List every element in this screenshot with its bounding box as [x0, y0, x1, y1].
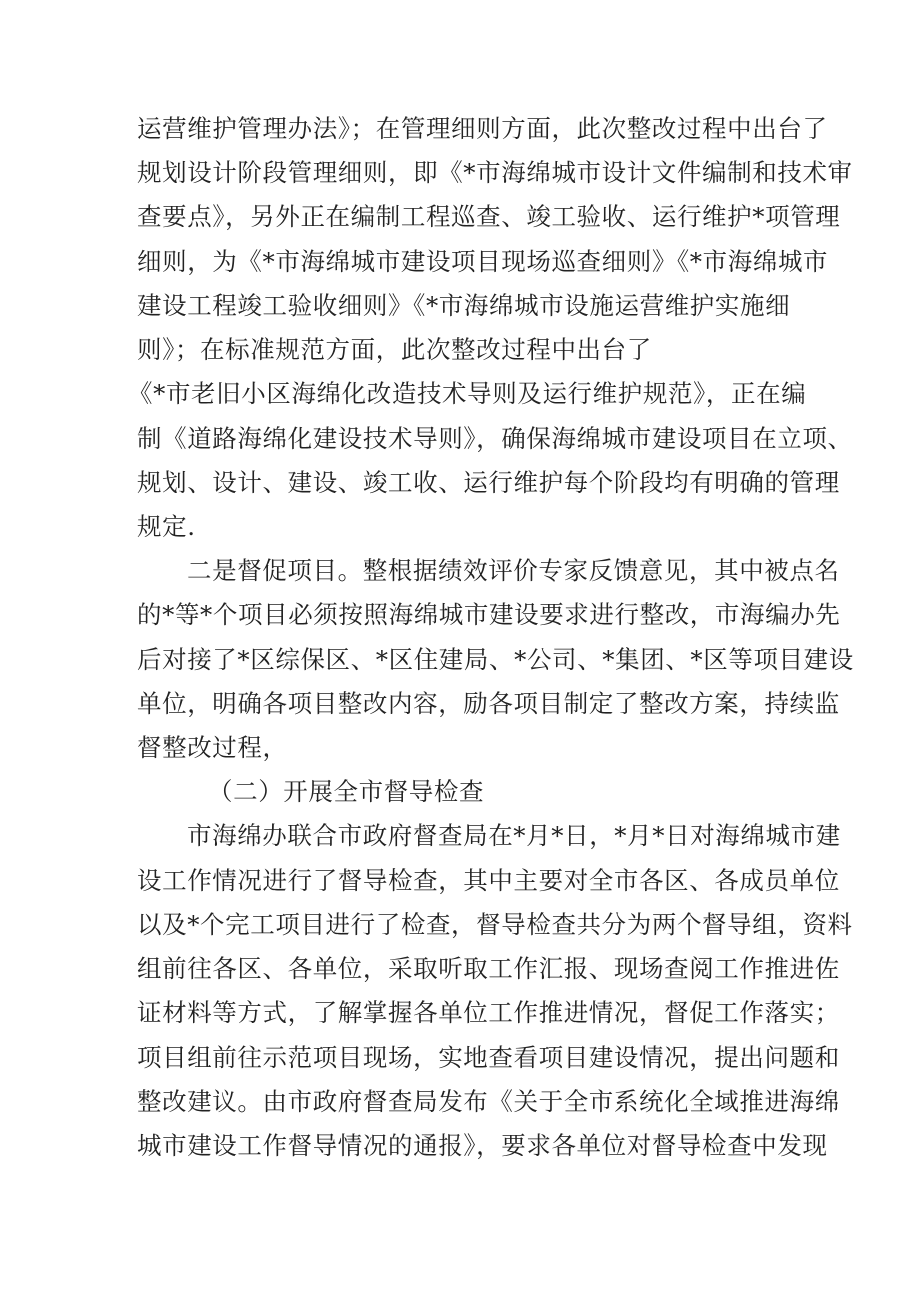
text-line: 规划设计阶段管理细则，即《*市海绵城市设计文件编制和技术审 [137, 158, 853, 187]
text-line: 二是督促项目。整根据绩效评价专家反馈意见，其中被点名 [187, 556, 840, 585]
text-line: 运营维护管理办法》；在管理细则方面，此次整改过程中出台了 [137, 114, 828, 143]
text-line: 督整改过程， [137, 733, 288, 762]
text-line: 的*等*个项目必须按照海绵城市建设要求进行整改，市海编办先 [137, 600, 841, 629]
text-line: 制《道路海绵化建设技术导则》，确保海绵城市建设项目在立项、 [137, 424, 853, 453]
text-line: 城市建设工作督导情况的通报》，要求各单位对督导检查中发现 [137, 1131, 828, 1160]
text-line: 规定. [137, 512, 196, 541]
text-line: 单位，明确各项目整改内容，励各项目制定了整改方案，持续监 [137, 689, 840, 718]
text-line: 市海绵办联合市政府督查局在*月*日，*月*日对海绵城市建 [187, 821, 841, 850]
text-line: 组前往各区、各单位，采取听取工作汇报、现场查阅工作推进佐 [137, 954, 840, 983]
text-line: 建设工程竣工验收细则》《*市海绵城市设施运营维护实施细 [137, 291, 791, 320]
text-line: 《*市老旧小区海绵化改造技术导则及运行维护规范》，正在编 [128, 379, 807, 408]
text-line: 证材料等方式，了解掌握各单位工作推进情况，督促工作落实； [137, 998, 840, 1027]
section-heading: （二）开展全市督导检查 [208, 777, 485, 806]
text-line: 项目组前往示范项目现场，实地查看项目建设情况，提出问题和 [137, 1043, 840, 1072]
text-line: 细则，为《*市海绵城市建设项目现场巡查细则》《*市海绵城市 [137, 247, 829, 276]
text-line: 整改建议。由市政府督查局发布《关于全市系统化全域推进海绵 [137, 1087, 840, 1116]
text-line: 则》；在标准规范方面，此次整改过程中出台了 [137, 335, 652, 364]
text-line: 后对接了*区综保区、*区住建局、*公司、*集团、*区等项目建设 [137, 645, 854, 674]
text-line: 以及*个完工项目进行了检查，督导检查共分为两个督导组，资料 [137, 910, 853, 939]
text-line: 规划、设计、建设、竣工收、运行维护每个阶段均有明确的管理 [137, 468, 840, 497]
text-line: 设工作情况进行了督导检查，其中主要对全市各区、各成员单位 [137, 866, 840, 895]
text-line: 查要点》，另外正在编制工程巡查、竣工验收、运行维护*项管理 [137, 202, 841, 231]
